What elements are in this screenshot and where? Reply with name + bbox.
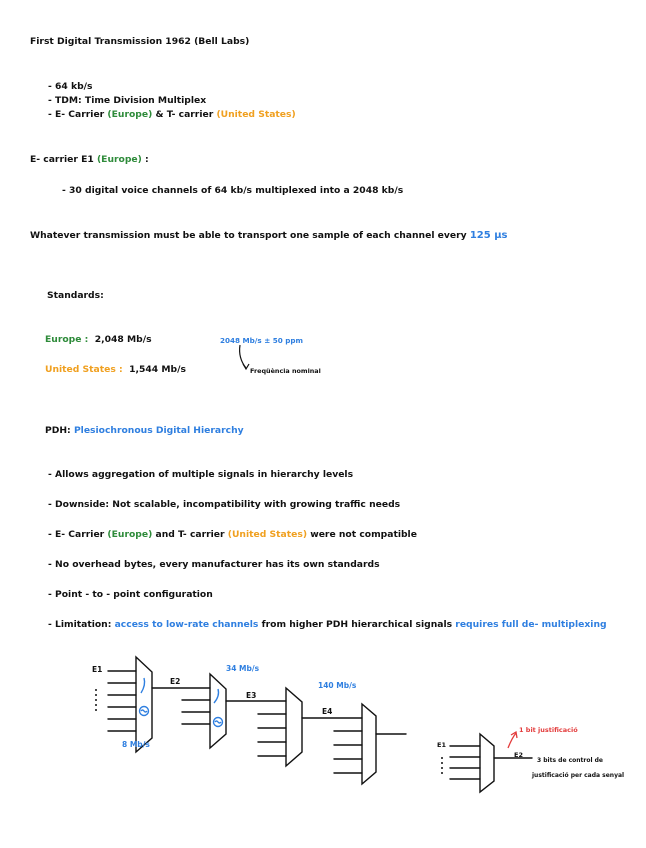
nominal-frequency-note: Freqüència nominal [250, 367, 321, 375]
standard-united-states: United States : 1,544 Mb/s [45, 364, 186, 375]
bit-justification-note: 1 bit justificació [519, 726, 578, 734]
label-e3: E3 [246, 691, 257, 700]
pdh-bullet-aggregation: - Allows aggregation of multiple signals in hierarchy levels [48, 469, 354, 480]
pdh-bullet-limitation: - Limitation: access to low-rate channels from higher PDH hierarchical signals requires full de- multiplexing [48, 619, 607, 630]
mux-e3-e4 [286, 688, 302, 766]
pdh-bullet-overhead: - No overhead bytes, every manufacturer has its own standards [48, 559, 380, 570]
mux-e2-e3 [210, 674, 226, 748]
pdh-bullet-downside: - Downside: Not scalable, incompatibility with growing traffic needs [48, 499, 401, 510]
label-small-e1: E1 [437, 741, 446, 749]
label-small-e2: E2 [514, 751, 523, 759]
pdh-bullet-compatibility: - E- Carrier (Europe) and T- carrier (United States) were not compatible [48, 529, 417, 540]
page-title: First Digital Transmission 1962 (Bell Labs) [30, 36, 250, 47]
bullet-tdm: - TDM: Time Division Multiplex [48, 95, 207, 106]
pdh-heading: PDH: Plesiochronous Digital Hierarchy [45, 425, 244, 436]
sample-sentence: Whatever transmission must be able to transport one sample of each channel every 125 μs [30, 230, 508, 241]
control-bits-note-line2: justificació per cada senyal [532, 772, 625, 779]
rate-e3: 34 Mb/s [226, 664, 260, 673]
mux-e1-e2 [136, 657, 152, 752]
control-bits-note-line1: 3 bits de control de [537, 757, 604, 764]
bullet-64kbs: - 64 kb/s [48, 81, 93, 92]
pdh-bullet-point-to-point: - Point - to - point configuration [48, 589, 213, 600]
rate-e4: 140 Mb/s [318, 681, 357, 690]
ecarrier-bullet: - 30 digital voice channels of 64 kb/s multiplexed into a 2048 kb/s [62, 185, 404, 196]
standard-europe: Europe : 2,048 Mb/s [45, 334, 152, 345]
ecarrier-heading: E- carrier E1 (Europe) : [30, 154, 149, 165]
bullet-carriers: - E- Carrier (Europe) & T- carrier (United States) [48, 109, 296, 120]
standards-heading: Standards: [47, 290, 104, 301]
label-e1: E1 [92, 665, 103, 674]
mux-e4 [362, 704, 376, 784]
label-e2: E2 [170, 677, 181, 686]
rate-e2: 8 Mb/s [122, 740, 150, 749]
label-e4: E4 [322, 707, 333, 716]
tolerance-note: 2048 Mb/s ± 50 ppm [220, 336, 304, 345]
mux-small [480, 734, 494, 792]
